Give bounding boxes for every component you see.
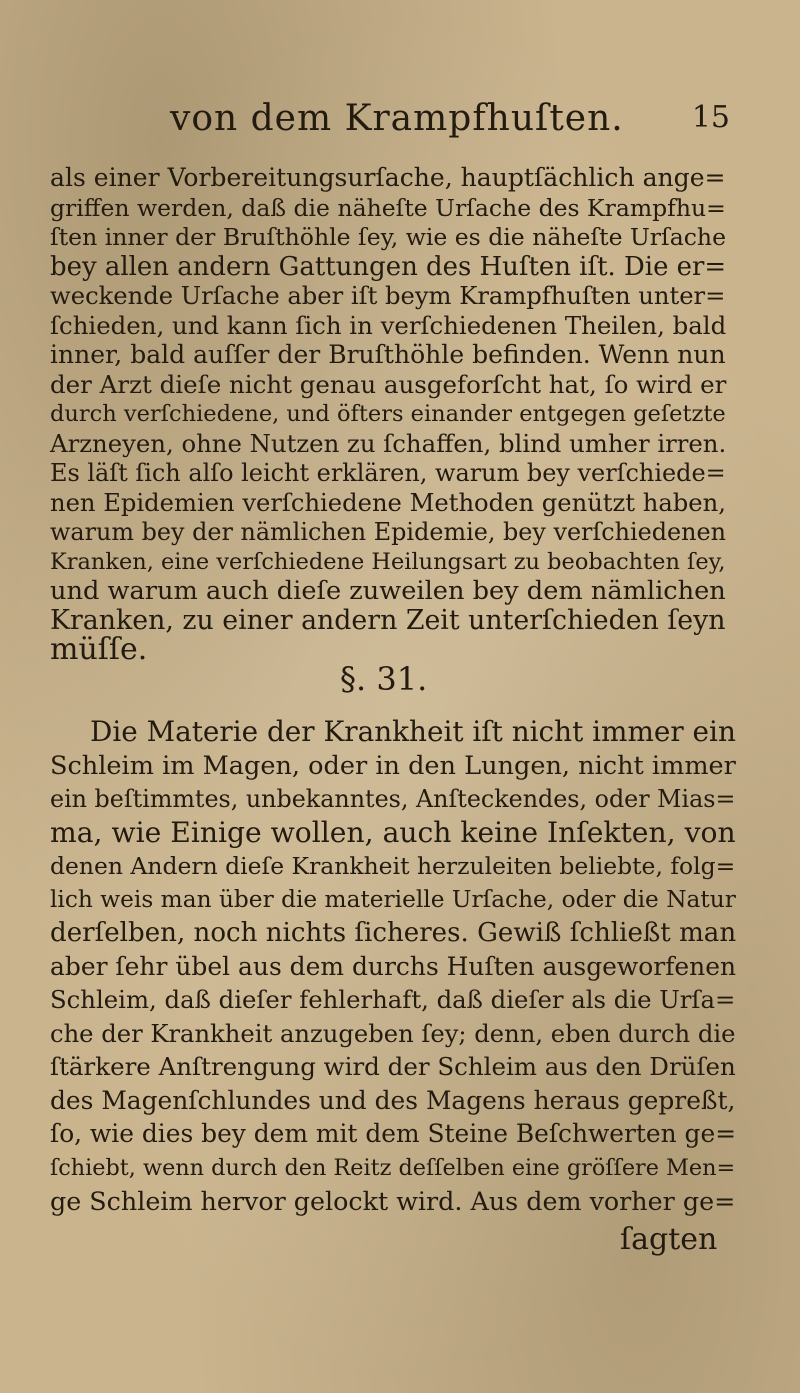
text-line: denen Andern dieſe Krankheit herzuleiten beliebte, folg= [50, 852, 736, 880]
text-line: als einer Vorbereitungsurſache, hauptſächlich ange= [50, 163, 726, 192]
text-line: ſo, wie dies bey dem mit dem Steine Beſchwerten ge= [50, 1119, 737, 1148]
text-line: ſten inner der Bruſthöhle ſey, wie es die näheſte Urſache [50, 223, 726, 251]
text-line: aber ſehr übel aus dem durchs Huſten ausgeworfenen [50, 951, 737, 981]
text-line: Es läſt ſich alſo leicht erklären, warum bey verſchiede= [50, 459, 726, 487]
text-line: und warum auch dieſe zuweilen bey dem nämlichen [50, 576, 726, 606]
text-line: Schleim im Magen, oder in den Lungen, nicht immer [50, 750, 736, 781]
text-line: Kranken, eine verſchiedene Heilungsart zu beobachten ſey, [50, 548, 726, 575]
text-line: nen Epidemien verſchiedene Methoden genützt haben, [50, 488, 726, 517]
text-line: lich weis man über die materielle Urſache, oder die Natur [50, 885, 736, 913]
catchword: ſagten [620, 1222, 718, 1257]
text-line: Kranken, zu einer andern Zeit unterſchieden ſeyn [50, 604, 726, 636]
text-line: Schleim, daß dieſer fehlerhaft, daß dieſer als die Urſa= [50, 985, 736, 1014]
text-line: warum bey der nämlichen Epidemie, bey verſchiedenen [50, 518, 727, 546]
text-line: griffen werden, daß die näheſte Urſache des Krampfhu= [50, 193, 726, 222]
text-line: ſchiebt, wenn durch den Reitz deſſelben eine gröſſere Men= [50, 1154, 736, 1181]
page-number: 15 [691, 100, 730, 135]
text-line: che der Krankheit anzugeben ſey; denn, eben durch die [50, 1018, 736, 1048]
text-line: ſtärkere Anſtrengung wird der Schleim aus den Drüſen [50, 1052, 736, 1081]
text-line: durch verſchiedene, und öfters einander entgegen geſetzte [50, 401, 726, 427]
text-line: des Magenſchlundes und des Magens heraus gepreßt, [50, 1085, 736, 1115]
text-line: Die Materie der Krankheit iſt nicht immer ein [90, 715, 736, 748]
text-line: der Arzt dieſe nicht genau ausgeforſcht hat, ſo wird er [50, 369, 727, 399]
running-header [170, 98, 730, 148]
text-line: Arzneyen, ohne Nutzen zu ſchaffen, blind umher irren. [50, 428, 727, 458]
text-line: weckende Urſache aber iſt beym Krampfhuſten unter= [50, 282, 726, 310]
text-line: inner, bald auſſer der Bruſthöhle befinden. Wenn nun [50, 340, 726, 369]
section-heading: §. 31. [340, 660, 428, 698]
text-line: ma, wie Einige wollen, auch keine Inſekten, von [50, 815, 736, 849]
text-line: bey allen andern Gattungen des Huſten iſt. Die er= [50, 251, 727, 282]
text-line: ſchieden, und kann ſich in verſchiedenen Theilen, bald [50, 310, 727, 340]
text-line: ein beſtimmtes, unbekanntes, Anſteckendes, oder Mias= [50, 785, 736, 813]
text-line: derſelben, noch nichts ſicheres. Gewiß ſchließt man [50, 918, 737, 948]
text-line: ge Schleim hervor gelockt wird. Aus dem vorher ge= [50, 1186, 736, 1216]
text-line: müſſe. [50, 632, 148, 667]
running-title: von dem Krampfhuſten. [170, 98, 624, 139]
